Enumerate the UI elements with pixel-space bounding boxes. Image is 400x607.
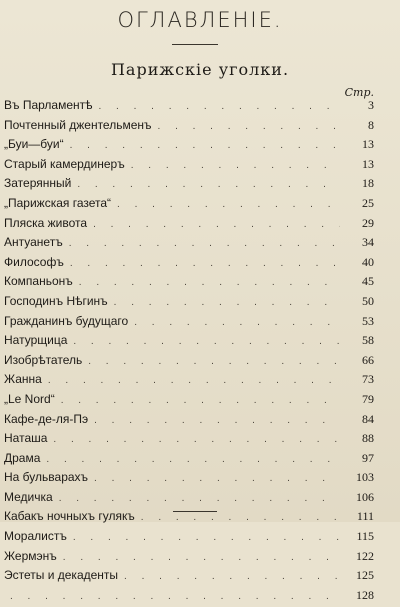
toc-entry-page: 18 [362, 176, 374, 191]
toc-leader-dots [63, 552, 340, 563]
toc-entry-title: „Le Nord“ [4, 391, 55, 406]
toc-entry-page: 111 [356, 509, 374, 524]
toc-entry-page: 29 [362, 215, 374, 230]
toc-entry [4, 216, 374, 236]
toc-entry [4, 509, 374, 529]
page-title: ОГЛАВЛЕНІЕ. [117, 8, 283, 32]
toc-leader-dots [73, 336, 340, 347]
toc-entry-title: Кафе-де-ля-Пэ [4, 411, 89, 426]
toc-entry [4, 137, 374, 157]
toc-entry-page: 73 [362, 372, 374, 387]
toc-entry-title: Натурщица [4, 333, 68, 348]
toc-leader-dots [59, 493, 340, 504]
toc-leader-dots [94, 473, 340, 484]
toc-entry [4, 98, 374, 118]
toc-entry-page: 3 [368, 98, 374, 112]
toc-entry [4, 392, 374, 412]
toc-leader-dots [94, 415, 340, 426]
toc-entry-title: „Парижская газета“ [4, 195, 112, 210]
toc-entry-title: Старый камердинеръ [4, 156, 125, 171]
toc-leader-dots [61, 395, 340, 406]
toc-leader-dots [131, 160, 340, 171]
toc-entry [4, 588, 374, 607]
toc-entry-title: Въ Парламентѣ [4, 98, 93, 112]
toc-entry-title: Жанна [4, 372, 42, 387]
toc-entry-title: Почтенный джентельменъ [4, 117, 152, 132]
toc-entry [4, 235, 374, 255]
toc-entry-title: Наташа [4, 431, 48, 446]
toc-entry-page: 34 [362, 235, 374, 250]
toc-entry-page: 13 [362, 137, 374, 152]
toc-entry [4, 353, 374, 373]
toc-entry [4, 549, 374, 569]
toc-entry-title: Философъ [4, 254, 64, 269]
toc-entry-page: 128 [356, 587, 374, 602]
toc-entry-page: 58 [362, 333, 374, 348]
toc-leader-dots [77, 179, 340, 190]
toc-leader-dots [70, 140, 340, 151]
toc-entry [4, 529, 374, 549]
toc-entry-page: 40 [362, 254, 374, 269]
toc-entry [4, 176, 374, 196]
toc-entry [4, 196, 374, 216]
toc-entry-page: 53 [362, 313, 374, 328]
toc-entry-page: 25 [362, 195, 374, 210]
toc-entry-page: 97 [362, 450, 374, 465]
toc-entry-page: 84 [362, 411, 374, 426]
toc-leader-dots [158, 121, 340, 132]
toc-leader-dots [46, 454, 340, 465]
toc-entry-page: 79 [362, 391, 374, 406]
toc-entry-page: 88 [362, 431, 374, 446]
page-column-label: Стр. [344, 86, 374, 99]
toc-entry-title: Компаньонъ [4, 274, 73, 289]
toc-entry-page: 66 [362, 352, 374, 367]
toc-entry-page: 115 [356, 529, 374, 544]
toc-entry-page: 125 [356, 568, 374, 583]
toc-leader-dots [114, 297, 340, 308]
toc-entry-title: Гражданинъ будущаго [4, 313, 129, 328]
toc-entry-title: Изобрѣтатель [4, 352, 83, 367]
toc-leader-dots [117, 199, 340, 210]
title-divider [172, 44, 218, 45]
toc-leader-dots [48, 375, 340, 386]
toc-leader-dots [79, 277, 340, 288]
toc-entry-title: Медичка [4, 489, 53, 504]
toc-entry [4, 118, 374, 138]
toc-entry-title: Антуанетъ [4, 235, 63, 250]
toc-leader-dots [88, 356, 340, 367]
toc-entry-title: Жермэнъ [4, 548, 57, 563]
toc-entry [4, 333, 374, 353]
toc-leader-dots [53, 434, 340, 445]
toc-entry-page: 106 [356, 489, 374, 504]
toc-entry [4, 412, 374, 432]
bottom-divider [173, 511, 217, 512]
toc-leader-dots [69, 238, 340, 249]
toc-leader-dots [98, 101, 340, 112]
toc-entry-title: Эстеты и декаденты [4, 568, 119, 583]
toc-entry [4, 314, 374, 334]
toc-entry [4, 470, 374, 490]
toc-entry-title: Господинъ Нѣгинъ [4, 293, 108, 308]
toc-entry-title: Драма [4, 450, 41, 465]
toc-entry [4, 255, 374, 275]
toc-entry [4, 294, 374, 314]
toc-entry-title: Пляска живота [4, 215, 88, 230]
toc-entry-title: Кабакъ ночныхъ гулякъ [4, 509, 135, 524]
toc-entry [4, 431, 374, 451]
toc-entry [4, 372, 374, 392]
toc-entry [4, 568, 374, 588]
toc-entry-title: „Буи—буи“ [4, 137, 64, 152]
toc-entry [4, 451, 374, 471]
toc-entry-page: 45 [362, 274, 374, 289]
toc-entry-title: Затерянный [4, 176, 72, 191]
toc-entry [4, 490, 374, 510]
toc-entry [4, 157, 374, 177]
toc-entry-page: 103 [356, 470, 374, 485]
toc-entry-title: Моралистъ [4, 529, 67, 544]
toc-entry-page: 8 [368, 117, 374, 132]
toc-leader-dots [10, 591, 340, 602]
toc-leader-dots [70, 258, 340, 269]
table-of-contents [4, 98, 374, 607]
toc-entry-title: На бульварахъ [4, 470, 89, 485]
toc-entry [4, 274, 374, 294]
toc-entry-page: 50 [362, 293, 374, 308]
toc-leader-dots [93, 219, 340, 230]
toc-leader-dots [134, 317, 340, 328]
section-subtitle: Парижскіе уголки. [110, 60, 290, 79]
toc-entry-page: 122 [356, 548, 374, 563]
toc-entry-page: 13 [362, 156, 374, 171]
toc-leader-dots [73, 532, 340, 543]
toc-leader-dots [124, 571, 340, 582]
